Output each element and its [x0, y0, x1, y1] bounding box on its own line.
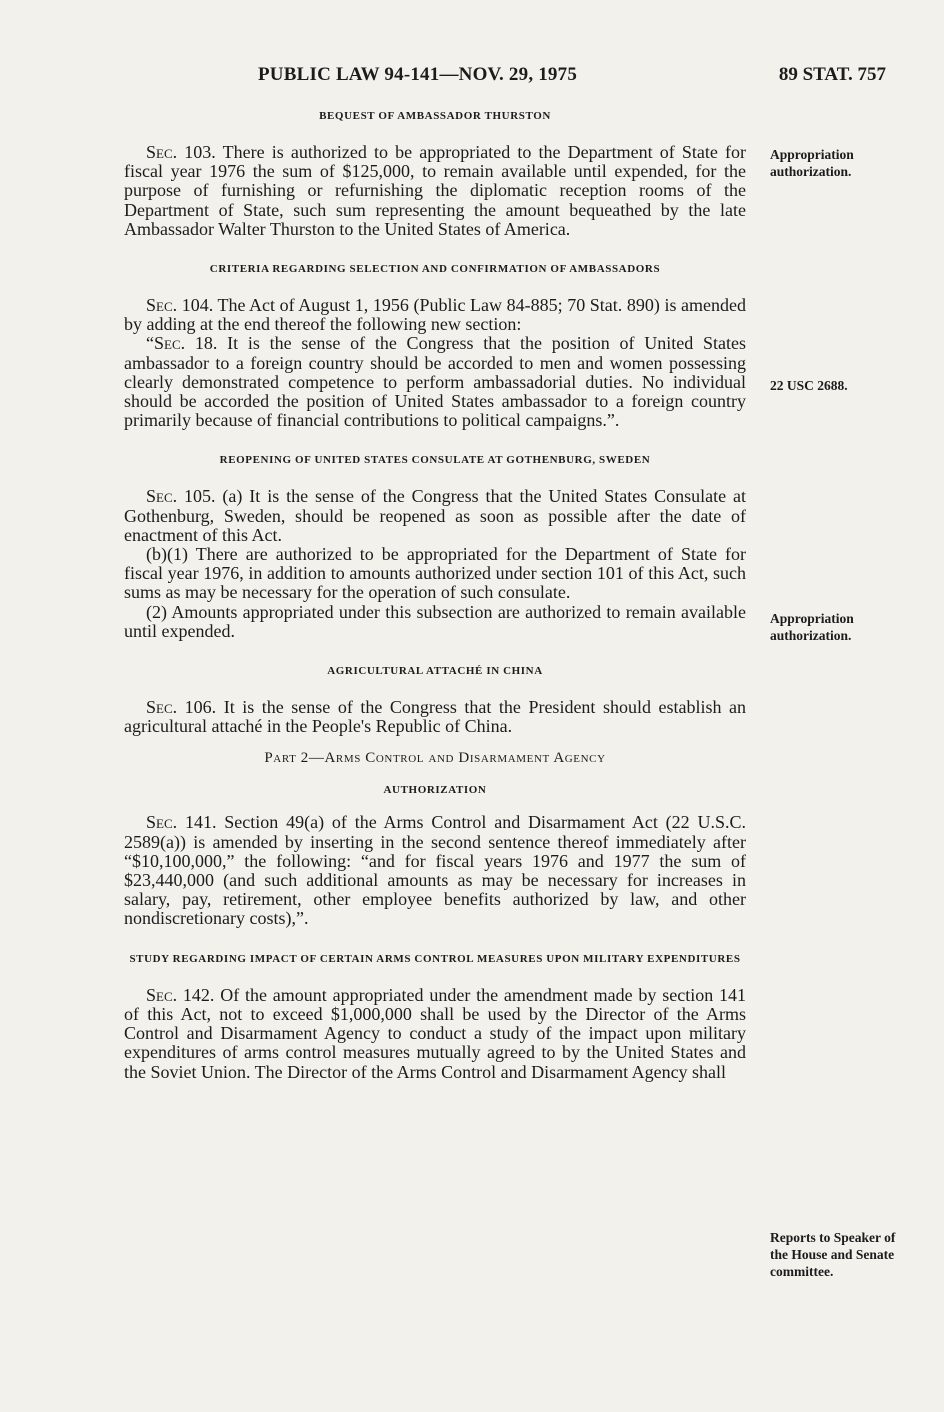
sec-label: Sec. [146, 295, 178, 316]
section-18-text: 18. It is the sense of the Congress that the position of United States ambassador to a foreign country should be accorded to men and women possessing clearly demonstrated competence to perform ambassadorial duties. No individual should be accorded the position of United States ambassador to a foreign country primarily because of financial contributions to political campaigns.”. [124, 333, 746, 431]
sec-label: Sec. [146, 142, 178, 162]
section-heading-attache: AGRICULTURAL ATTACHÉ IN CHINA [327, 665, 543, 678]
sec-label: Sec. [146, 486, 178, 507]
section-141-text: 141. Section 49(a) of the Arms Control and Disarmament Act (22 U.S.C. 2589(a)) is amended by inserting in the second sentence thereof immediately after “$10,100,000,” the following: “and for fiscal years 1976 and 1977 the sum of $23,440,000 (and such additional amounts as may be necessary for increases in salary, pay, retirement, other employee benefits authorized by law, and other nondiscretionary costs),”. [124, 812, 746, 929]
running-head [0, 64, 944, 90]
margin-note-appropriation-2: Appropriation authorization. [770, 611, 854, 643]
statute-page-number: 89 STAT. 757 [778, 64, 886, 85]
section-heading-bequest: BEQUEST OF AMBASSADOR THURSTON [319, 110, 551, 122]
section-103-text: 103. There is authorized to be appropriated to the Department of State for fiscal year 1976 the sum of $125,000, to remain available until expended, for the purpose of furnishing or refurnishing the diplomatic reception rooms of the Department of State, such sum representing the amount bequeathed by the late Ambassador Walter Thurston to the United States of America. [124, 142, 747, 239]
section-105b2: (2) Amounts appropriated under this subsection are authorized to remain available until expended. [124, 601, 746, 641]
section-104-text: 104. The Act of August 1, 1956 (Public Law 84-885; 70 Stat. 890) is amended by adding at the end thereof the following new section: [124, 295, 747, 335]
section-104 [124, 296, 746, 334]
margin-note-usc: 22 USC 2688. [770, 378, 848, 393]
section-106 [124, 698, 746, 736]
section-105b1: (b)(1) There are authorized to be appropriated for the Department of State for fiscal year 1976, in addition to amounts authorized under section 101 of this Act, such sums as may be necessary for the operation of such consulate. [124, 544, 746, 603]
section-141 [124, 813, 746, 928]
section-106-text: 106. It is the sense of the Congress that the President should establish an agricultural attaché in the People's Republic of China. [124, 697, 747, 737]
section-heading-study: STUDY REGARDING IMPACT OF CERTAIN ARMS CONTROL MEASURES UPON MILITARY EXPENDITURES [129, 952, 741, 965]
margin-note-appropriation-1: Appropriation authorization. [770, 147, 854, 179]
section-heading-authorization: AUTHORIZATION [383, 784, 487, 797]
section-142 [124, 986, 746, 1082]
sec-label: “Sec. [146, 333, 186, 354]
sec-label: Sec. [146, 812, 178, 833]
part-2-heading: Part 2—Arms Control and Disarmament Agency [264, 750, 606, 767]
section-heading-criteria: CRITERIA REGARDING SELECTION AND CONFIRMATION OF AMBASSADORS [209, 263, 661, 276]
section-heading-gothenburg: REOPENING OF UNITED STATES CONSULATE AT GOTHENBURG, SWEDEN [219, 454, 651, 467]
section-142-text: 142. Of the amount appropriated under the amendment made by section 141 of this Act, not to exceed $1,000,000 shall be used by the Director of the Arms Control and Disarmament Agency to conduct a study of the impact upon military expenditures of arms control measures mutually agreed to by the United States and the Soviet Union. The Director of the Arms Control and Disarmament Agency shall [124, 984, 747, 1082]
page-title: PUBLIC LAW 94-141—NOV. 29, 1975 [258, 64, 578, 85]
section-103 [124, 143, 746, 239]
section-105a-text: 105. (a) It is the sense of the Congress that the United States Consulate at Gothenburg, Sweden, should be reopened as soon as possible after the date of enactment of this Act. [124, 486, 747, 545]
body-text [124, 108, 746, 1082]
section-18-quoted [124, 334, 746, 430]
section-105a [124, 487, 746, 545]
margin-note-reports: Reports to Speaker of the House and Senate committee. [770, 1230, 896, 1279]
sec-label: Sec. [146, 984, 178, 1005]
sec-label: Sec. [146, 697, 178, 718]
